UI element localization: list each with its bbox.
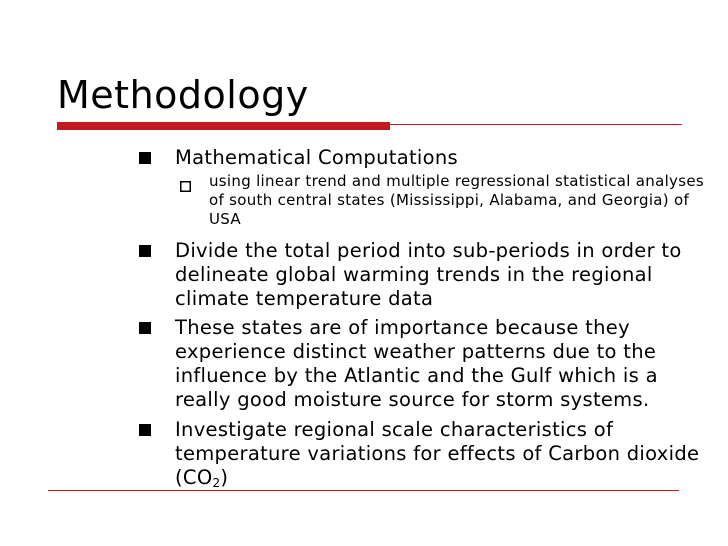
sub-bullet-text: using linear trend and multiple regressional statistical analyses of south central states (Mississippi, Alabama, and Georgia) of USA xyxy=(209,172,704,228)
square-bullet-icon xyxy=(139,322,151,334)
bullet-text-end: ) xyxy=(220,466,229,489)
title-underline-thin xyxy=(390,124,682,125)
square-bullet-icon xyxy=(139,424,151,436)
square-bullet-icon xyxy=(139,152,151,164)
subscript: 2 xyxy=(212,476,221,490)
square-bullet-icon xyxy=(139,245,151,257)
hollow-square-bullet-icon xyxy=(180,177,191,188)
bullet-text-main: Investigate regional scale characteristics of temperature variations for effects of Carbon dioxide (CO xyxy=(175,418,700,489)
bullet-text xyxy=(175,418,715,490)
title-underline-thick xyxy=(57,122,390,130)
slide-title: Methodology xyxy=(57,73,309,117)
footer-rule xyxy=(48,490,679,491)
bullet-text: Divide the total period into sub-periods in order to delineate global warming trends in the regional climate temperature data xyxy=(175,239,682,310)
bullet-text: Mathematical Computations xyxy=(175,146,458,169)
bullet-text: These states are of importance because they experience distinct weather patterns due to the influence by the Atlantic and the Gulf which is a really good moisture source for storm systems. xyxy=(175,316,658,411)
